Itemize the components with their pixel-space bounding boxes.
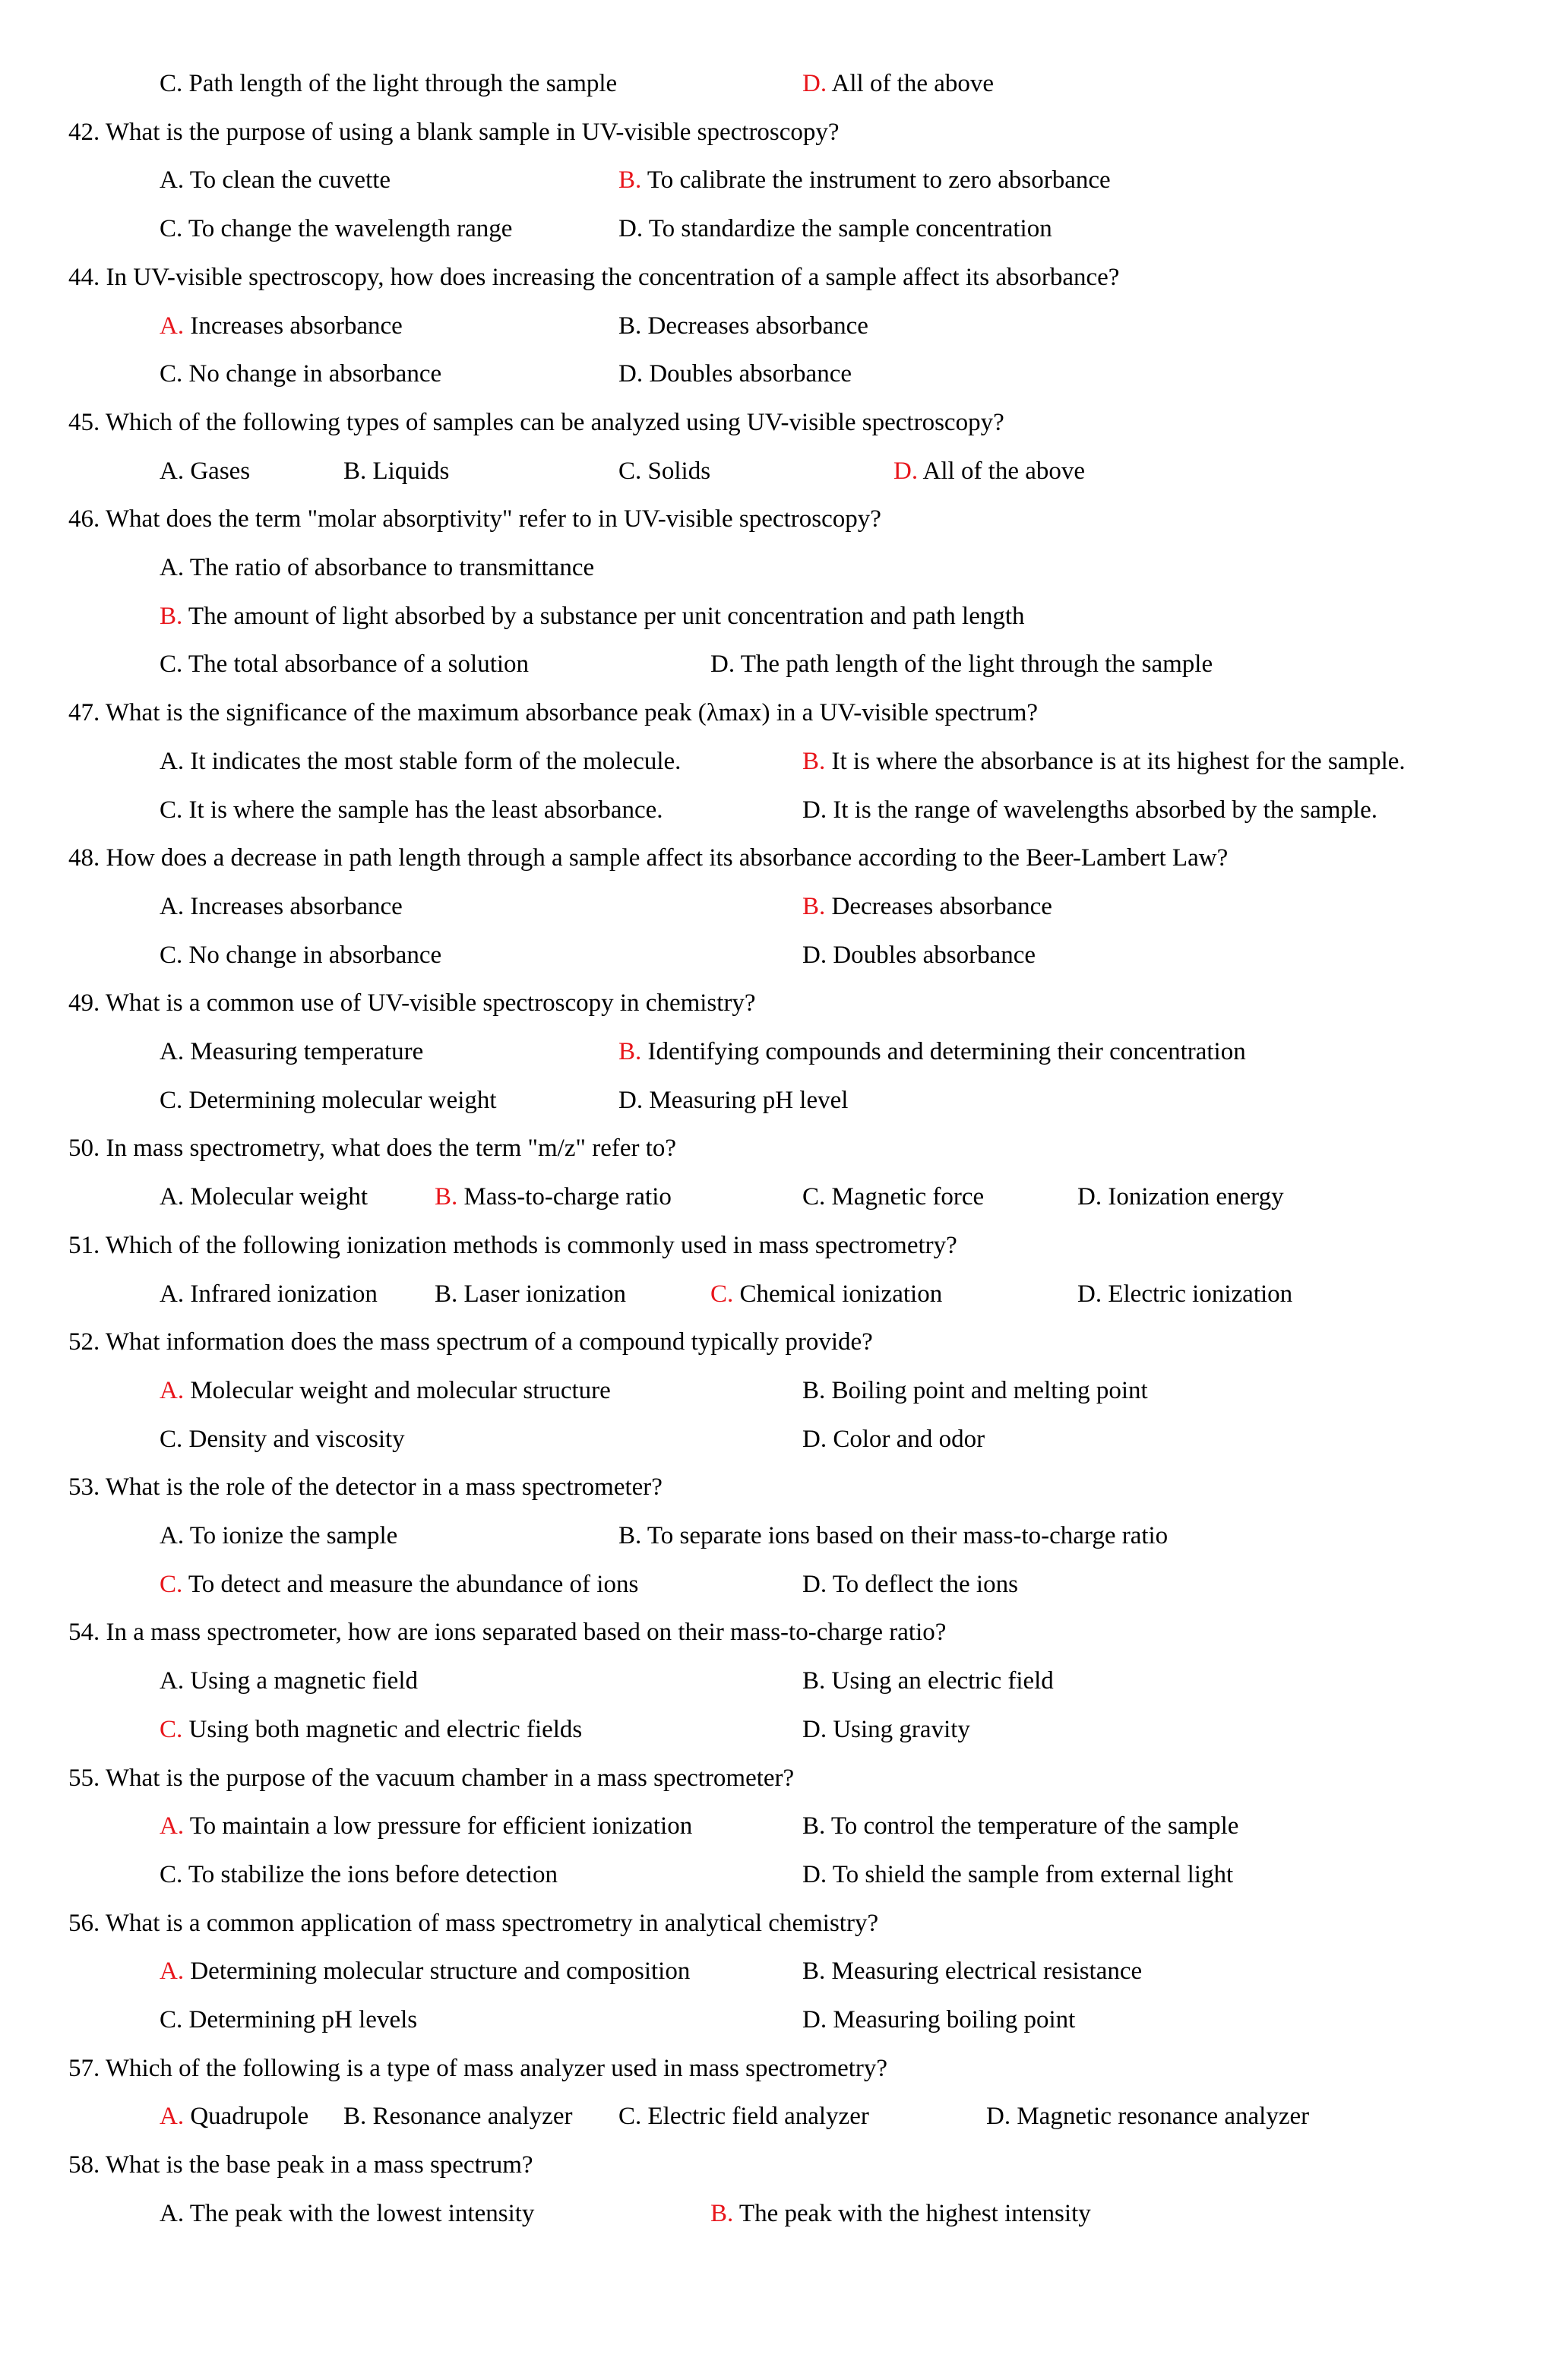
answer-option — [160, 1851, 558, 1899]
option-letter: D. — [710, 650, 735, 679]
option-letter: C. — [160, 2006, 183, 2033]
answer-option — [435, 1173, 672, 1221]
option-text: The path length of the light through the sample — [735, 650, 1213, 679]
answer-option — [160, 1996, 417, 2044]
answer-option — [618, 205, 1052, 253]
option-letter: C. — [160, 215, 183, 243]
option-text: Identifying compounds and determining their concentration — [641, 1038, 1246, 1065]
answer-option — [160, 350, 441, 398]
option-letter: A. — [160, 1280, 185, 1308]
option-text: Increases absorbance — [184, 892, 403, 920]
question-text: 42. What is the purpose of using a blank sample in UV-visible spectroscopy? — [68, 118, 840, 146]
option-letter: D. — [802, 1860, 827, 1888]
option-letter: D. — [802, 1425, 827, 1453]
option-text: Gases — [184, 457, 251, 485]
option-letter: A. — [160, 892, 185, 920]
option-letter: A. — [160, 457, 185, 485]
option-text: Using a magnetic field — [184, 1667, 419, 1695]
answer-option — [343, 2093, 572, 2141]
option-letter: C. — [802, 1183, 826, 1211]
option-text: Measuring pH level — [643, 1086, 849, 1114]
options-line — [0, 1657, 1556, 1705]
option-letter: C. — [160, 1425, 183, 1453]
options-line — [0, 1802, 1556, 1850]
options-line — [0, 350, 1556, 398]
option-letter: A. — [160, 1522, 185, 1549]
answer-option — [160, 2190, 534, 2238]
correct-answer-letter: A. — [160, 1812, 185, 1840]
option-letter: D. — [618, 360, 644, 388]
option-letter: B. — [618, 1522, 642, 1549]
option-text: Increases absorbance — [184, 312, 403, 340]
answer-option — [618, 1512, 1168, 1560]
answer-option — [986, 2093, 1309, 2141]
options-line — [0, 1077, 1556, 1125]
option-letter: C. — [160, 650, 183, 679]
answer-option — [710, 2190, 1091, 2238]
option-text: Determining molecular weight — [182, 1086, 497, 1114]
options-line — [0, 2093, 1556, 2141]
option-letter: A. — [160, 747, 185, 775]
question-text: 49. What is a common use of UV-visible spectroscopy in chemistry? — [68, 989, 756, 1018]
answer-option — [618, 350, 852, 398]
answer-option — [160, 157, 391, 204]
option-letter: A. — [160, 554, 185, 581]
option-text: Boiling point and melting point — [825, 1376, 1148, 1404]
option-text: Electric field analyzer — [641, 2103, 869, 2131]
answer-option — [802, 1802, 1238, 1850]
question-line — [0, 1318, 1556, 1366]
option-letter: C. — [160, 796, 183, 824]
option-text: Measuring temperature — [184, 1038, 424, 1065]
correct-answer-letter: B. — [435, 1183, 458, 1211]
option-letter: A. — [160, 2199, 185, 2227]
answer-option — [160, 2093, 308, 2141]
question-line — [0, 1900, 1556, 1948]
answer-option — [160, 1512, 397, 1560]
options-line — [0, 1271, 1556, 1318]
question-line — [0, 109, 1556, 157]
question-text: 44. In UV-visible spectroscopy, how does increasing the concentration of a sample affect its absorbance? — [68, 263, 1120, 291]
option-text: Decreases absorbance — [825, 892, 1052, 920]
answer-option — [618, 448, 710, 495]
answer-option — [802, 786, 1377, 834]
question-line — [0, 1755, 1556, 1802]
option-letter: A. — [160, 166, 185, 195]
question-text: 54. In a mass spectrometer, how are ions separated based on their mass-to-charge ratio? — [68, 1619, 947, 1647]
option-text: To change the wavelength range — [182, 215, 513, 243]
question-line — [0, 1609, 1556, 1657]
answer-option — [160, 932, 441, 980]
option-letter: B. — [618, 312, 642, 340]
answer-option — [618, 302, 868, 350]
answer-option — [160, 1173, 368, 1221]
option-text: Measuring boiling point — [827, 2006, 1076, 2033]
answer-option — [618, 157, 1111, 204]
question-text: 50. In mass spectrometry, what does the term "m/z" refer to? — [68, 1135, 677, 1163]
answer-option — [1077, 1271, 1292, 1318]
answer-option — [435, 1271, 626, 1318]
question-line — [0, 495, 1556, 543]
question-text: 56. What is a common application of mass spectrometry in analytical chemistry? — [68, 1909, 879, 1937]
option-text: Electric ionization — [1102, 1280, 1293, 1308]
option-text: Decreases absorbance — [641, 312, 868, 340]
question-text: 46. What does the term "molar absorptivity" refer to in UV-visible spectroscopy? — [68, 505, 881, 533]
answer-option — [802, 883, 1052, 931]
option-letter: B. — [802, 1376, 826, 1404]
option-text: No change in absorbance — [182, 941, 442, 969]
options-line — [0, 738, 1556, 786]
options-line — [0, 1561, 1556, 1609]
option-text: It is where the sample has the least absorbance. — [182, 796, 663, 824]
answer-option — [160, 641, 529, 688]
option-text: Using both magnetic and electric fields — [182, 1715, 583, 1743]
options-line — [0, 883, 1556, 931]
option-letter: C. — [160, 1086, 183, 1114]
option-text: All of the above — [918, 457, 1086, 485]
question-line — [0, 1464, 1556, 1511]
option-letter: C. — [160, 941, 183, 969]
correct-answer-letter: A. — [160, 312, 185, 340]
option-text: It is the range of wavelengths absorbed by the sample. — [827, 796, 1377, 824]
answer-option — [160, 205, 512, 253]
option-letter: C. — [160, 70, 183, 97]
answer-option — [160, 1948, 690, 1995]
option-letter: B. — [802, 1957, 826, 1986]
option-text: All of the above — [827, 70, 995, 97]
option-letter: B. — [802, 1667, 826, 1695]
question-text: 53. What is the role of the detector in a mass spectrometer? — [68, 1473, 663, 1502]
options-line — [0, 1173, 1556, 1221]
answer-option — [710, 641, 1213, 688]
question-text: 48. How does a decrease in path length through a sample affect its absorbance according to the Beer-Lambert Law? — [68, 844, 1229, 872]
option-letter: D. — [986, 2103, 1011, 2131]
answer-option — [802, 1851, 1233, 1899]
answer-option — [160, 544, 594, 592]
option-letter: C. — [618, 457, 642, 485]
answer-option — [802, 1706, 970, 1754]
option-text: It is where the absorbance is at its highest for the sample. — [825, 747, 1406, 775]
answer-option — [160, 1802, 692, 1850]
options-line — [0, 544, 1556, 592]
option-letter: D. — [802, 2006, 827, 2033]
option-text: To calibrate the instrument to zero absorbance — [641, 166, 1111, 195]
option-letter: D. — [802, 796, 827, 824]
correct-answer-letter: C. — [710, 1280, 734, 1308]
question-text: 52. What information does the mass spectrum of a compound typically provide? — [68, 1328, 873, 1356]
answer-option — [343, 448, 449, 495]
option-text: To ionize the sample — [184, 1522, 398, 1549]
correct-answer-letter: B. — [618, 1038, 642, 1065]
option-text: Magnetic resonance analyzer — [1010, 2103, 1310, 2131]
option-text: The peak with the lowest intensity — [184, 2199, 535, 2227]
answer-option — [160, 1706, 582, 1754]
question-text: 51. Which of the following ionization methods is commonly used in mass spectrometry? — [68, 1231, 957, 1259]
option-text: Ionization energy — [1102, 1183, 1284, 1211]
options-line — [0, 1416, 1556, 1464]
option-text: To standardize the sample concentration — [643, 215, 1052, 243]
options-line — [0, 786, 1556, 834]
option-text: Measuring electrical resistance — [825, 1957, 1143, 1986]
option-letter: A. — [160, 1038, 185, 1065]
question-text: 47. What is the significance of the maximum absorbance peak (λmax) in a UV-visible spectrum? — [68, 699, 1039, 727]
options-line — [0, 1948, 1556, 1995]
answer-option — [618, 1077, 848, 1125]
correct-answer-letter: D. — [893, 457, 919, 485]
answer-option — [802, 1173, 984, 1221]
options-line — [0, 205, 1556, 253]
option-text: Density and viscosity — [182, 1425, 405, 1453]
option-text: The ratio of absorbance to transmittance — [184, 554, 595, 581]
option-text: To control the temperature of the sample — [825, 1812, 1239, 1840]
answer-option — [802, 1948, 1142, 1995]
answer-option — [160, 593, 1025, 641]
options-line — [0, 593, 1556, 641]
answer-option — [1077, 1173, 1284, 1221]
question-text: 58. What is the base peak in a mass spectrum? — [68, 2151, 533, 2179]
answer-option — [618, 2093, 869, 2141]
question-line — [0, 1125, 1556, 1173]
answer-option — [160, 1077, 497, 1125]
option-text: To maintain a low pressure for efficient ionization — [184, 1812, 693, 1840]
question-line — [0, 1222, 1556, 1270]
answer-option — [710, 1271, 942, 1318]
answer-option — [893, 448, 1085, 495]
answer-option — [160, 1657, 418, 1705]
question-line — [0, 2045, 1556, 2093]
option-letter: C. — [618, 2103, 642, 2131]
question-text: 57. Which of the following is a type of mass analyzer used in mass spectrometry? — [68, 2054, 888, 2082]
answer-option — [160, 1028, 423, 1076]
option-text: The peak with the highest intensity — [733, 2199, 1091, 2227]
correct-answer-letter: B. — [618, 166, 642, 195]
options-line — [0, 2190, 1556, 2238]
answer-option — [160, 883, 403, 931]
option-text: Color and odor — [827, 1425, 985, 1453]
options-line — [0, 641, 1556, 688]
answer-option — [802, 1657, 1054, 1705]
option-text: Molecular weight — [184, 1183, 368, 1211]
option-text: It indicates the most stable form of the molecule. — [184, 747, 682, 775]
option-letter: D. — [802, 1570, 827, 1598]
option-letter: D. — [802, 941, 827, 969]
answer-option — [802, 738, 1406, 786]
option-letter: A. — [160, 1183, 185, 1211]
option-text: To clean the cuvette — [184, 166, 391, 195]
options-line — [0, 448, 1556, 495]
correct-answer-letter: C. — [160, 1570, 183, 1598]
option-text: To stabilize the ions before detection — [182, 1860, 558, 1888]
correct-answer-letter: B. — [710, 2199, 734, 2227]
option-letter: D. — [618, 1086, 644, 1114]
options-line — [0, 1851, 1556, 1899]
option-letter: D. — [1077, 1183, 1102, 1211]
answer-option — [160, 448, 250, 495]
option-letter: B. — [802, 1812, 826, 1840]
option-text: Path length of the light through the sample — [182, 70, 618, 97]
option-text: Using gravity — [827, 1715, 970, 1743]
correct-answer-letter: C. — [160, 1715, 183, 1743]
option-text: Molecular weight and molecular structure — [184, 1376, 611, 1404]
option-text: Magnetic force — [825, 1183, 985, 1211]
option-letter: A. — [160, 1667, 185, 1695]
question-line — [0, 689, 1556, 737]
question-line — [0, 834, 1556, 882]
answer-option — [160, 738, 681, 786]
option-text: Solids — [641, 457, 711, 485]
option-letter: C. — [160, 1860, 183, 1888]
answer-option — [802, 1367, 1148, 1415]
answer-option — [160, 302, 403, 350]
option-letter: B. — [343, 457, 367, 485]
question-line — [0, 399, 1556, 447]
question-line — [0, 254, 1556, 302]
option-text: To deflect the ions — [827, 1570, 1018, 1598]
option-letter: D. — [618, 215, 644, 243]
correct-answer-letter: A. — [160, 1957, 185, 1986]
option-text: Using an electric field — [825, 1667, 1054, 1695]
answer-option — [160, 786, 663, 834]
options-line — [0, 302, 1556, 350]
answer-option — [802, 1561, 1018, 1609]
answer-option — [802, 1996, 1075, 2044]
option-text: Determining molecular structure and composition — [184, 1957, 691, 1986]
correct-answer-letter: A. — [160, 1376, 185, 1404]
answer-option — [802, 932, 1036, 980]
answer-option — [802, 1416, 985, 1464]
option-text: The amount of light absorbed by a substance per unit concentration and path length — [182, 602, 1025, 630]
answer-option — [160, 1416, 405, 1464]
options-line — [0, 1706, 1556, 1754]
question-text: 45. Which of the following types of samples can be analyzed using UV-visible spectroscopy? — [68, 408, 1004, 436]
option-letter: D. — [1077, 1280, 1102, 1308]
question-text: 55. What is the purpose of the vacuum chamber in a mass spectrometer? — [68, 1764, 795, 1792]
answer-option — [618, 1028, 1246, 1076]
option-text: Laser ionization — [457, 1280, 627, 1308]
option-text: Infrared ionization — [184, 1280, 378, 1308]
option-text: Determining pH levels — [182, 2006, 418, 2033]
options-line — [0, 1996, 1556, 2044]
options-line — [0, 932, 1556, 980]
correct-answer-letter: B. — [160, 602, 183, 630]
option-text: Liquids — [366, 457, 450, 485]
question-line — [0, 2141, 1556, 2189]
option-text: To separate ions based on their mass-to-charge ratio — [641, 1522, 1169, 1549]
option-text: To shield the sample from external light — [827, 1860, 1234, 1888]
answer-option — [160, 1367, 611, 1415]
option-text: Quadrupole — [184, 2103, 309, 2131]
option-text: Doubles absorbance — [643, 360, 852, 388]
options-line — [0, 1512, 1556, 1560]
options-line — [0, 1028, 1556, 1076]
answer-option — [802, 60, 994, 108]
option-letter: D. — [802, 1715, 827, 1743]
answer-option — [160, 1561, 638, 1609]
option-text: Mass-to-charge ratio — [457, 1183, 672, 1211]
answer-option — [160, 1271, 378, 1318]
options-line — [0, 1367, 1556, 1415]
question-line — [0, 980, 1556, 1027]
options-line — [0, 157, 1556, 204]
answer-option — [160, 60, 617, 108]
option-letter: B. — [435, 1280, 458, 1308]
option-text: Chemical ionization — [733, 1280, 943, 1308]
option-text: Doubles absorbance — [827, 941, 1036, 969]
correct-answer-letter: A. — [160, 2103, 185, 2131]
correct-answer-letter: B. — [802, 747, 826, 775]
options-line — [0, 60, 1556, 108]
correct-answer-letter: D. — [802, 70, 827, 97]
option-text: The total absorbance of a solution — [182, 650, 530, 679]
correct-answer-letter: B. — [802, 892, 826, 920]
option-letter: C. — [160, 360, 183, 388]
option-letter: B. — [343, 2103, 367, 2131]
option-text: To detect and measure the abundance of ions — [182, 1570, 639, 1598]
option-text: Resonance analyzer — [366, 2103, 573, 2131]
option-text: No change in absorbance — [182, 360, 442, 388]
